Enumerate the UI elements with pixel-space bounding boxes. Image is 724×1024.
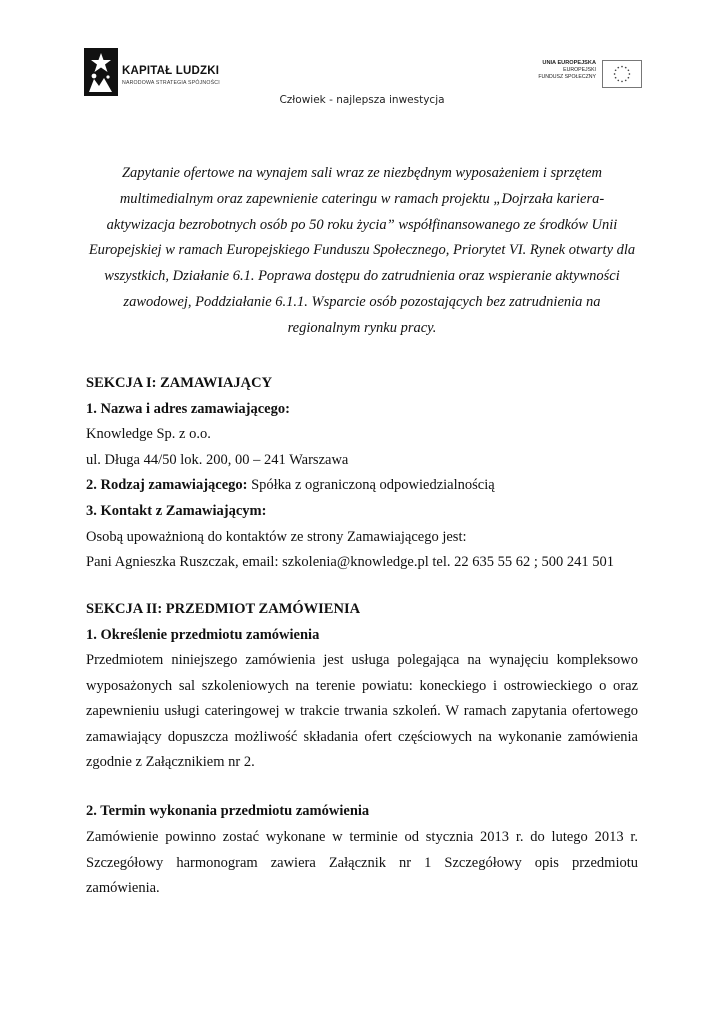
section-1-item-2-value: Spółka z ograniczoną odpowiedzialnością (247, 477, 495, 494)
section-1-item-2-label: 2. Rodzaj zamawiającego: (86, 477, 248, 494)
section-2-item-2-heading: 2. Termin wykonania przedmiotu zamówienia (86, 803, 370, 819)
section-1 (86, 371, 638, 576)
section-1-item-3-heading: 3. Kontakt z Zamawiającym: (86, 502, 267, 519)
eu-logo-line2: EUROPEJSKI (563, 67, 596, 73)
section-2-item-2-text: Zamówienie powinno zostać wykonane w terminie od stycznia 2013 r. do lutego 2013 r. Szczegółowy harmonogram zawiera Załącznik nr 1 Szczegółowy opis przedmiotu zamówienia. (86, 829, 638, 897)
section-2 (86, 597, 638, 648)
section-2-heading: SEKCJA II: PRZEDMIOT ZAMÓWIENIA (86, 601, 361, 617)
kapital-ludzki-emblem-icon (84, 48, 118, 96)
contact-intro: Osobą upoważnioną do kontaktów ze strony Zamawiającego jest: (86, 528, 467, 545)
section-2-item-2 (86, 799, 638, 825)
eu-logo (520, 60, 642, 90)
eu-logo-texts (538, 60, 596, 81)
company-address: ul. Długa 44/50 lok. 200, 00 – 241 Warszawa (86, 451, 349, 468)
section-1-heading: SEKCJA I: ZAMAWIAJĄCY (86, 375, 273, 391)
kapital-ludzki-title: KAPITAŁ LUDZKI (122, 65, 220, 77)
eu-logo-line3: FUNDUSZ SPOŁECZNY (538, 74, 596, 80)
eu-logo-line1: UNIA EUROPEJSKA (542, 60, 596, 66)
kapital-ludzki-subtitle: NARODOWA STRATEGIA SPÓJNOŚCI (122, 80, 220, 86)
eu-flag-icon (602, 60, 642, 88)
section-2-item-1-text: Przedmiotem niniejszego zamówienia jest usługa polegająca na wynajęciu kompleksowo wyposażonych sal szkoleniowych na terenie powiatu: koneckiego i ostrowieckiego o oraz zapewnieniu usługi cateringowej w trakcie trwania szkoleń. W ramach zapytania ofertowego zamawiający dopuszcza możliwość składania ofert częściowych na wykonanie zamówienia zgodnie z Załącznikiem nr 2. (86, 652, 638, 771)
company-name: Knowledge Sp. z o.o. (86, 426, 211, 443)
header-motto: Człowiek - najlepsza inwestycja (279, 94, 445, 106)
contact-person: Pani Agnieszka Ruszczak, email: szkolenia@knowledge.pl tel. 22 635 55 62 ; 500 241 501 (86, 554, 615, 571)
intro-paragraph: Zapytanie ofertowe na wynajem sali wraz ze niezbędnym wyposażeniem i sprzętem multimedialnym oraz zapewnienie cateringu w ramach projektu „Dojrzała kariera- aktywizacja bezrobotnych osób po 50 roku życia” współfinansowanego ze środków Unii Europejskiej w ramach Europejskiego Funduszu Społecznego, Priorytet VI. Rynek otwarty dla wszystkich, Działanie 6.1. Poprawa dostępu do zatrudnienia oraz wspieranie aktywności zawodowej, Poddziałanie 6.1.1. Wsparcie osób pozostających bez zatrudnienia na regionalnym rynku pracy. (88, 165, 636, 336)
section-1-item-2 (86, 473, 638, 499)
section-2-item-1-heading: 1. Określenie przedmiotu zamówienia (86, 626, 320, 643)
section-1-item-1-heading: 1. Nazwa i adres zamawiającego: (86, 400, 290, 417)
kapital-ludzki-logo (84, 48, 244, 98)
